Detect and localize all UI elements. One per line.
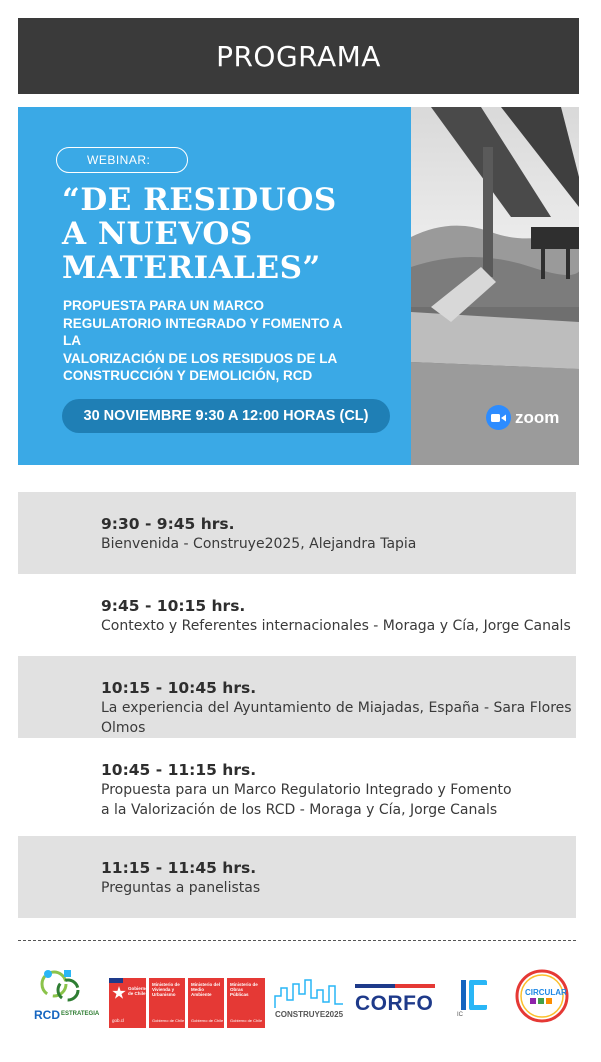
schedule-time: 9:45 - 10:15 hrs. <box>101 597 246 615</box>
title-line: MATERIALES” <box>62 250 321 286</box>
ministerio-text: Ambiente <box>191 992 212 997</box>
webinar-badge-label: WEBINAR: <box>87 153 151 167</box>
corfo-logo <box>355 984 437 1020</box>
video-camera-icon <box>486 405 511 430</box>
subtitle-line: REGULATORIO INTEGRADO Y FOMENTO A LA <box>63 315 343 348</box>
schedule-item <box>18 574 576 656</box>
schedule-time: 10:45 - 11:15 hrs. <box>101 761 257 779</box>
construye2025-logo <box>273 978 345 1026</box>
page-title: PROGRAMA <box>216 39 381 73</box>
rcd-logo-subtext: ESTRATEGIA <box>61 1011 100 1017</box>
webinar-title <box>62 183 337 285</box>
schedule-item <box>18 656 576 738</box>
schedule-description: Bienvenida - Construye2025, Alejandra Tapia <box>101 536 417 552</box>
schedule-time: 9:30 - 9:45 hrs. <box>101 515 235 533</box>
webinar-banner <box>18 107 579 465</box>
program-header <box>18 18 579 94</box>
schedule-description: La experiencia del Ayuntamiento de Miajadas, España - Sara Flores Olmos <box>101 700 572 736</box>
subtitle-line: PROPUESTA PARA UN MARCO <box>63 298 265 313</box>
webinar-badge <box>56 147 188 173</box>
construction-photo <box>411 107 579 465</box>
gobierno-text: de Chile <box>128 991 146 996</box>
subtitle-line: CONSTRUCCIÓN Y DEMOLICIÓN, RCD <box>63 368 313 383</box>
ministerio-foot: Gobierno de Chile <box>191 1018 224 1023</box>
ic-logo <box>455 978 507 1024</box>
schedule-time: 10:15 - 10:45 hrs. <box>101 679 257 697</box>
zoom-label: zoom <box>515 407 560 427</box>
subtitle-line: VALORIZACIÓN DE LOS RESIDUOS DE LA <box>63 350 338 366</box>
rcd-logo <box>34 966 100 1026</box>
mop-logo <box>227 978 265 1028</box>
zoom-logo <box>486 405 559 430</box>
gobierno-foot: gob.cl <box>112 1018 125 1023</box>
gobierno-text: Gobierno <box>128 986 148 991</box>
ic-text: IC <box>457 1012 463 1018</box>
webinar-subtitle <box>63 297 363 385</box>
ministerio-text: Obras <box>230 987 244 992</box>
title-line: “DE RESIDUOS <box>62 182 337 218</box>
ministerio-text: Públicas <box>230 992 249 997</box>
date-pill <box>62 399 390 433</box>
dashed-divider <box>18 940 576 941</box>
gobierno-logo <box>109 978 146 1028</box>
minvu-logo <box>149 978 185 1028</box>
schedule-description: Preguntas a panelistas <box>101 880 261 896</box>
ministerio-text: Ministerio de <box>230 982 258 987</box>
schedule-description: Contexto y Referentes internacionales - Moraga y Cía, Jorge Canals <box>101 618 571 634</box>
sponsor-logos <box>0 960 601 1040</box>
circular-logo <box>514 968 570 1024</box>
schedule-item <box>18 492 576 574</box>
schedule-item <box>18 738 576 836</box>
gobierno-chile-logos <box>109 978 265 1028</box>
schedule-time: 11:15 - 11:45 hrs. <box>101 859 257 877</box>
ministerio-foot: Gobierno de Chile <box>152 1018 185 1023</box>
ministerio-text: Medio <box>191 987 204 992</box>
recycle-icon <box>34 966 96 1010</box>
ministerio-text: Urbanismo <box>152 992 176 997</box>
title-line: A NUEVOS <box>62 216 253 252</box>
ministerio-foot: Gobierno de Chile <box>230 1018 263 1023</box>
corfo-text: CORFO <box>355 992 434 1015</box>
ministerio-text: Vivienda y <box>152 987 175 992</box>
rcd-logo-text: RCD <box>34 1008 60 1022</box>
schedule-description: a la Valorización de los RCD - Moraga y Cía, Jorge Canals <box>101 802 498 818</box>
mma-logo <box>188 978 224 1028</box>
banner-text-panel <box>18 107 411 465</box>
schedule-description: Propuesta para un Marco Regulatorio Integrado y Fomento <box>101 782 512 798</box>
skyline-icon <box>273 978 345 1010</box>
ministerio-text: Ministerio de <box>152 982 180 987</box>
star-icon <box>112 986 126 1000</box>
circular-text: CIRCULAR <box>525 988 567 997</box>
schedule-item <box>18 836 576 918</box>
construye-text: CONSTRUYE2025 <box>275 1010 344 1019</box>
webinar-date: 30 NOVIEMBRE 9:30 A 12:00 HORAS (CL) <box>83 408 369 424</box>
ministerio-text: Ministerio del <box>191 982 221 987</box>
